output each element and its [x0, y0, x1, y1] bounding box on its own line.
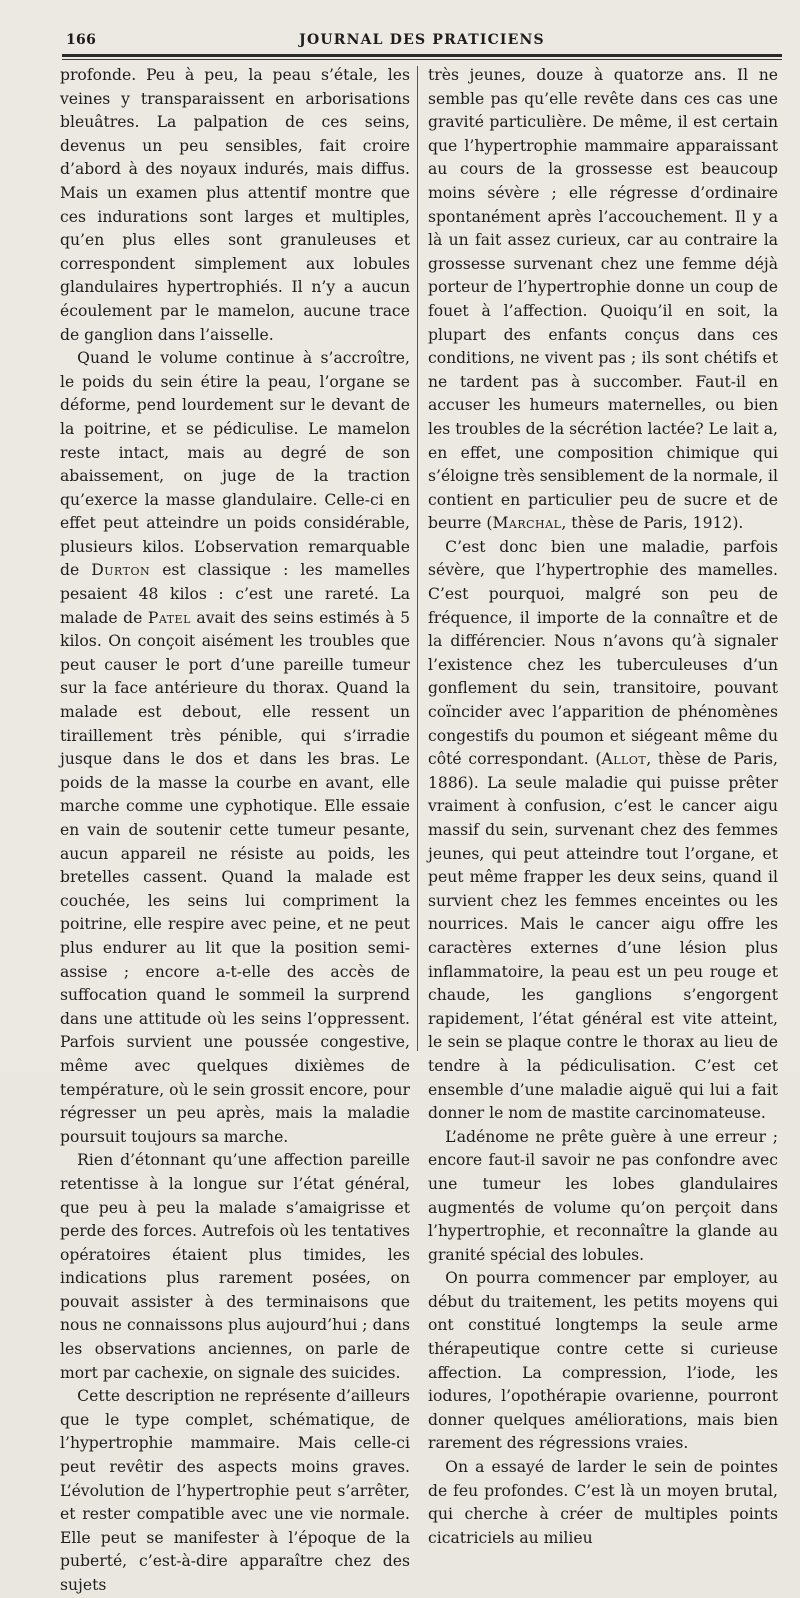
author-name: Marchal	[492, 514, 562, 533]
column-divider	[417, 66, 418, 1051]
text-run: Rien d’étonnant qu’une affection pareille retentisse à la longue sur l’état général, que peu à peu la malade s’amaigrisse et perde des forces. Autrefois où les tentatives opératoires étaient plus timides, les indications plus rarement posées, on pouvait assister à des terminaisons que nous ne connaissons plus aujourd’hui ; dans les observations anciennes, on parle de mort par cachexie, on signale des suicides.	[60, 1151, 410, 1382]
text-run: On a essayé de larder le sein de pointes de feu profondes. C’est là un moyen brutal, qui cherche à créer de multiples points cicatriciels au milieu	[428, 1458, 778, 1547]
text-run: , thèse de Paris, 1886). La seule maladie qui puisse prêter vraiment à confusion, c’est le cancer aigu massif du sein, survenant chez des femmes jeunes, qui peut atteindre tout l’organe, et peut même frapper les deux seins, quand il survient chez les femmes enceintes ou les nourrices. Mais le cancer aigu offre les caractères externes d’une lésion plus inflammatoire, la peau est un peu rouge et chaude, les ganglions s’engorgent rapidement, l’état général est vite atteint, le sein se plaque contre le thorax au lieu de tendre à la pédiculisation. C’est cet ensemble d’une maladie aiguë qui lui a fait donner le nom de mastite carcinomateuse.	[428, 750, 778, 1123]
paragraph	[428, 1126, 778, 1268]
paragraph	[60, 1385, 410, 1597]
paragraph	[428, 1267, 778, 1456]
header-rule-thick	[62, 54, 782, 57]
author-name: Durton	[91, 561, 151, 580]
running-header	[62, 30, 782, 54]
text-run: On pourra commencer par employer, au début du traitement, les petits moyens qui ont constitué longtemps la seule arme thérapeutique contre cette si curieuse affection. La compression, l’iode, les iodures, l’opothérapie ovarienne, pourront donner quelques améliorations, mais bien rarement des régressions vraies.	[428, 1269, 778, 1453]
right-text-column	[428, 64, 778, 1550]
text-run: , thèse de Paris, 1912).	[561, 514, 744, 533]
text-run: est classique : les mamelles pesaient 48 kilos : c’est une rareté. La malade de	[60, 561, 410, 627]
text-run: C’est donc bien une maladie, parfois sévère, que l’hypertrophie des mamelles. C’est pourquoi, malgré son peu de fréquence, il importe de la connaître et de la différencier. Nous n’avons qu’à signaler l’existence chez les tuberculeuses d’un gonflement du sein, transitoire, pouvant coïncider avec l’apparition de phénomènes congestifs du poumon et siégeant même du côté correspondant. (	[428, 537, 778, 769]
journal-title: JOURNAL DES PRATICIENS	[299, 32, 545, 48]
paragraph	[428, 64, 778, 536]
text-run: Quand le volume continue à s’accroître, le poids du sein étire la peau, l’organe se déforme, pend lourdement sur le devant de la poitrine, et se pédiculise. Le mamelon reste intact, mais au degré de son abaissement, on juge de la traction qu’exerce la masse glandulaire. Celle-ci en effet peut atteindre un poids considérable, plusieurs kilos. L’observation remarquable de	[60, 349, 410, 580]
page-number: 166	[66, 32, 97, 48]
paragraph	[60, 1149, 410, 1385]
paragraph	[428, 1456, 778, 1550]
left-text-column	[60, 64, 410, 1598]
paragraph	[60, 64, 410, 347]
header-rule-thin	[62, 59, 782, 60]
author-name: Patel	[147, 608, 191, 627]
text-run: avait des seins estimés à 5 kilos. On conçoit aisément les troubles que peut causer le port d’une pareille tumeur sur la face antérieure du thorax. Quand la malade est debout, elle ressent un tiraillement très pénible, qui s’irradie jusque dans le dos et dans les bras. Le poids de la masse la courbe en avant, elle marche comme une cyphotique. Elle essaie en vain de soutenir cette tumeur pesante, aucun appareil ne résiste au poids, les bretelles cassent. Quand la malade est couchée, les seins lui compriment la poitrine, elle respire avec peine, et ne peut plus endurer au lit que la position semi-assise ; encore a-t-elle des accès de suffocation quand le sommeil la surprend dans une attitude où les seins l’oppressent. Parfois survient une poussée congestive, même avec quelques dixièmes de température, où le sein grossit encore, pour régresser un peu après, mais la maladie poursuit toujours sa marche.	[60, 608, 410, 1146]
text-run: L’adénome ne prête guère à une erreur ; encore faut-il savoir ne pas confondre avec une tumeur les lobes glandulaires augmentés de volume qu’on perçoit dans l’hypertrophie, et reconnaître la glande au granité spécial des lobules.	[428, 1127, 778, 1264]
author-name: Allot	[601, 750, 647, 769]
text-run: très jeunes, douze à quatorze ans. Il ne semble pas qu’elle revête dans ces cas une gravité particulière. De même, il est certain que l’hypertrophie mammaire apparaissant au cours de la grossesse est beaucoup moins sévère ; elle régresse d’ordinaire spontanément après l’accouchement. Il y a là un fait assez curieux, car au contraire la grossesse survenant chez une femme déjà porteur de l’hypertrophie donne un coup de fouet à l’affection. Quoiqu’il en soit, la plupart des enfants conçus dans ces conditions, ne vivent pas ; ils sont chétifs et ne tardent pas à succomber. Faut-il en accuser les humeurs maternelles, ou bien les troubles de la sécrétion lactée? Le lait a, en effet, une composition chimique qui s’éloigne très sensiblement de la normale, il contient en particulier peu de sucre et de beurre (	[428, 66, 778, 533]
text-run: profonde. Peu à peu, la peau s’étale, les veines y transparaissent en arborisations bleuâtres. La palpation de ces seins, devenus un peu sensibles, fait croire d’abord à des noyaux indurés, mais diffus. Mais un examen plus attentif montre que ces indurations sont larges et multiples, qu’en plus elles sont granuleuses et correspondent simplement aux lobules glandulaires hypertrophiés. Il n’y a aucun écoulement par le mamelon, aucune trace de ganglion dans l’aisselle.	[60, 66, 410, 344]
text-run: Cette description ne représente d’ailleurs que le type complet, schématique, de l’hypertrophie mammaire. Mais celle-ci peut revêtir des aspects moins graves. L’évolution de l’hypertrophie peut s’arrêter, et rester compatible avec une vie normale. Elle peut se manifester à l’époque de la puberté, c’est-à-dire apparaître chez des sujets	[60, 1387, 410, 1594]
paragraph	[428, 536, 778, 1126]
paragraph	[60, 347, 410, 1149]
